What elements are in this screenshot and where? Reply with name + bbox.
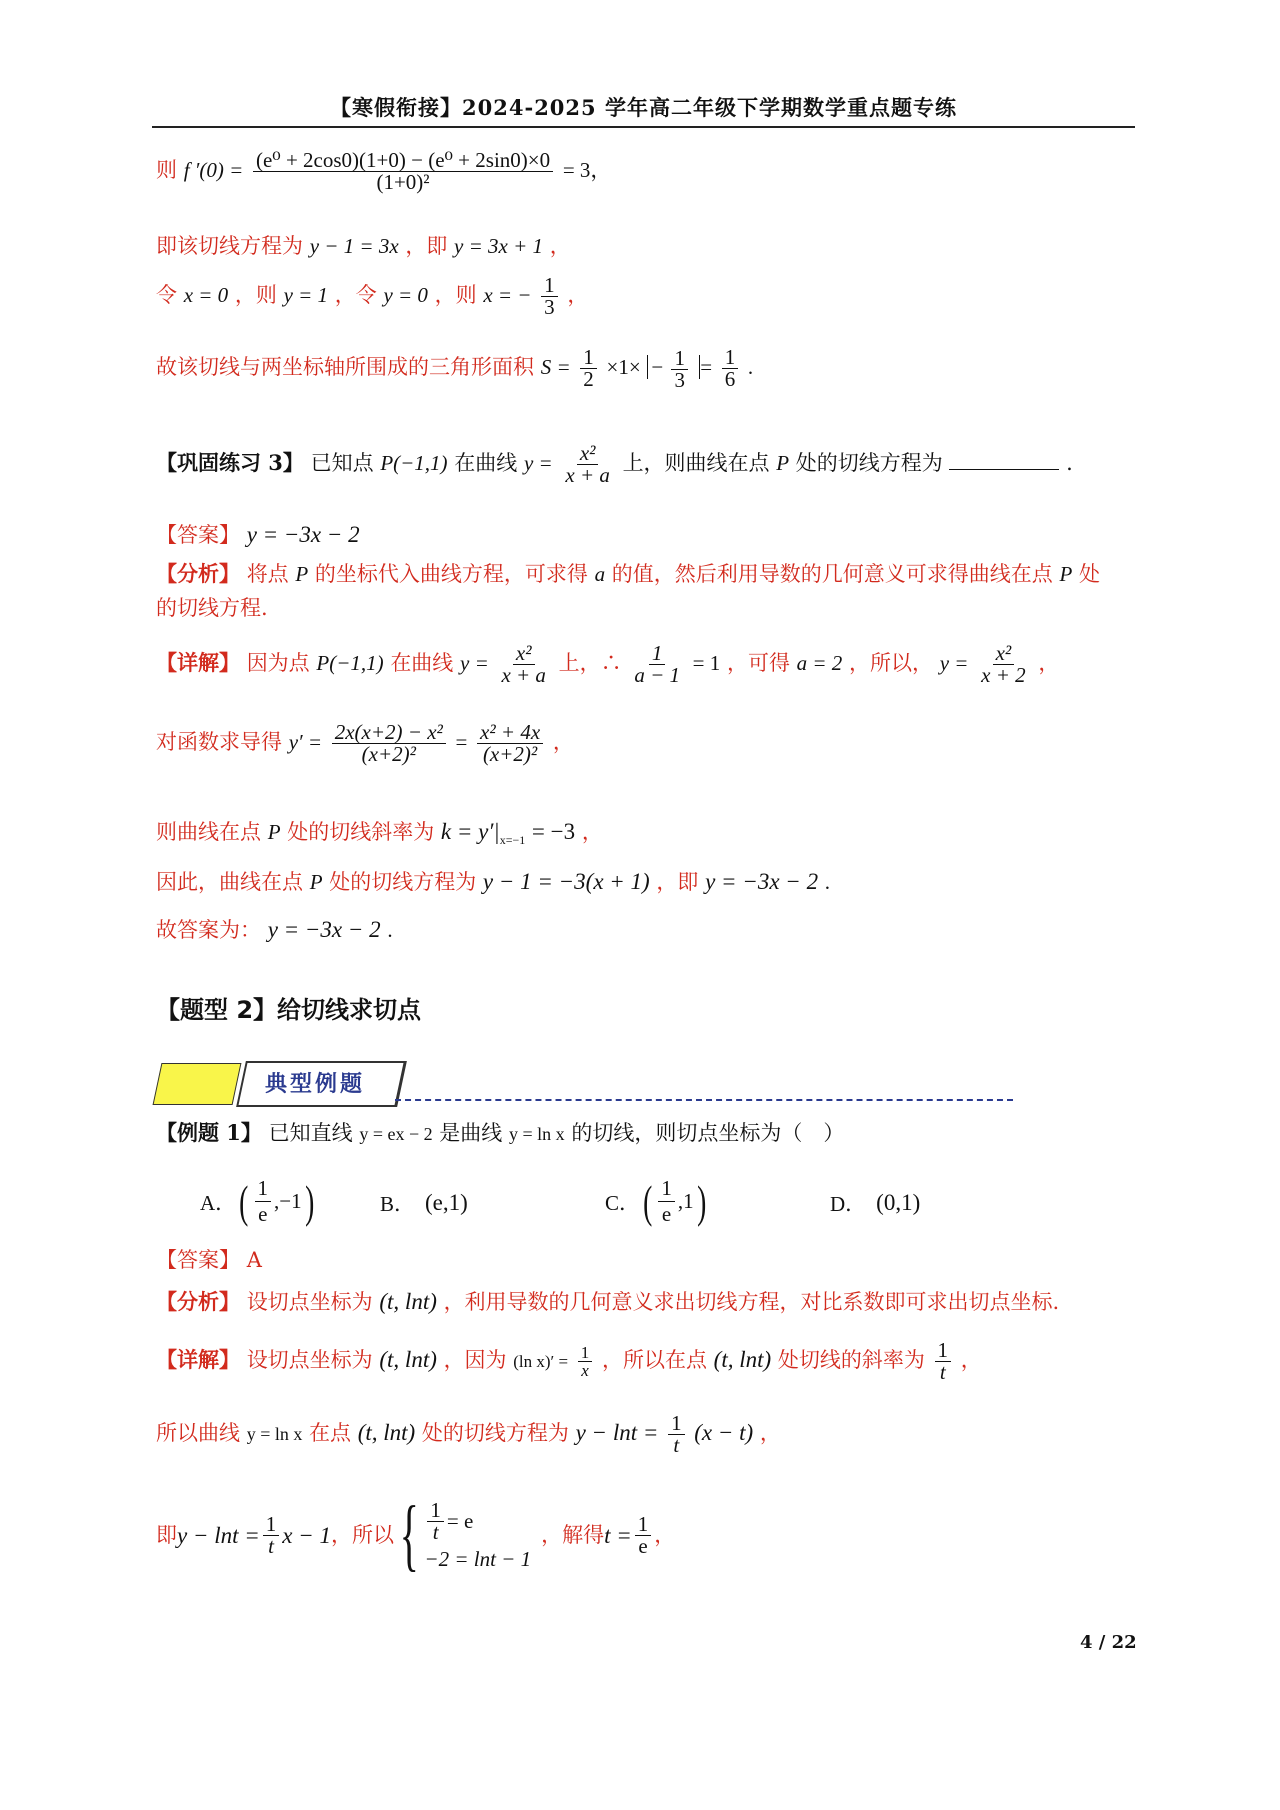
text: 处的切线方程为	[795, 451, 943, 475]
denominator: t	[432, 1520, 439, 1544]
numerator: 1	[635, 1514, 652, 1536]
denominator: e	[661, 1202, 672, 1226]
math: P	[309, 870, 323, 894]
denominator: (x+2)²	[361, 742, 416, 766]
text: 在曲线	[390, 651, 454, 675]
math: y − 1 = 3x	[309, 234, 399, 258]
math: t =	[604, 1522, 632, 1548]
fraction	[263, 1511, 280, 1558]
math: = −3	[531, 819, 576, 844]
practice-3-detail-3	[156, 820, 603, 846]
paren-close: )	[696, 1175, 706, 1227]
answer-tag: 【答案】	[156, 523, 240, 547]
text: 处的切线方程为	[421, 1421, 569, 1445]
text: ，利用导数的几何意义求出切线方程，对比系数即可求出切点坐标.	[443, 1290, 1060, 1314]
denominator: 3	[544, 295, 555, 319]
text: ，所以	[331, 1522, 395, 1547]
practice-3-analysis-cont: 的切线方程.	[156, 596, 268, 620]
example-1-detail-2	[156, 1413, 781, 1456]
math: (0,1)	[876, 1190, 921, 1215]
text: ，即	[405, 234, 448, 258]
math: (t, lnt)	[357, 1420, 416, 1445]
text: 则曲线在点	[156, 820, 261, 844]
text: ，	[759, 1421, 781, 1445]
system-row-2: −2 = lnt − 1	[424, 1547, 532, 1571]
equation-system	[424, 1500, 531, 1570]
numerator: (e⁰ + 2cos0)(1+0) − (e⁰ + 2sin0)×0	[253, 150, 553, 172]
denominator: (1+0)²	[376, 170, 430, 194]
choice-label: B．	[380, 1192, 416, 1216]
text: 设切点坐标为	[246, 1348, 373, 1372]
practice-3-analysis	[156, 563, 1100, 585]
math: P	[776, 451, 790, 475]
denominator: x + 2	[981, 663, 1026, 687]
math: P	[295, 562, 309, 586]
math: y =	[523, 451, 553, 475]
math: −	[651, 355, 664, 379]
text: 则	[156, 158, 177, 182]
denominator: e	[638, 1533, 648, 1558]
denominator: t	[268, 1533, 274, 1558]
math-lhs: f ′(0) =	[183, 158, 244, 182]
math: y = ln x	[246, 1424, 303, 1444]
numerator: x² + 4x	[477, 722, 543, 744]
math: .	[824, 870, 831, 894]
text: ，因为	[443, 1348, 507, 1372]
text: ，所以，	[849, 651, 933, 675]
example-1-detail-1	[156, 1340, 982, 1383]
fraction	[498, 643, 549, 686]
math: =	[700, 355, 713, 379]
text: 对函数求导得	[156, 730, 282, 754]
choice-label: D．	[830, 1192, 867, 1216]
denominator: e	[258, 1202, 268, 1226]
numerator: x²	[577, 443, 599, 465]
math: y = −3x − 2	[246, 522, 360, 547]
text: 的值，然后利用导数的几何意义可求得曲线在点	[611, 562, 1053, 586]
answer-blank	[949, 451, 1059, 470]
math: x − 1	[282, 1522, 332, 1548]
math-subscript: x=−1	[499, 833, 526, 848]
math: y − lnt =	[177, 1522, 260, 1548]
denominator: 3	[674, 367, 685, 392]
text: 即该切线方程为	[156, 234, 303, 258]
header-divider	[152, 126, 1135, 128]
paren-open: (	[239, 1175, 249, 1227]
numerator: 1	[935, 1340, 952, 1362]
math: y − lnt =	[575, 1420, 659, 1445]
fraction	[332, 722, 446, 765]
fraction	[580, 347, 597, 390]
text: 的坐标代入曲线方程，可求得	[314, 562, 588, 586]
text: ，	[581, 820, 603, 844]
practice-3-detail-2	[156, 722, 574, 765]
choice-label: C．	[605, 1190, 641, 1215]
text: ，解得	[541, 1522, 605, 1547]
math: ,−1	[274, 1189, 302, 1213]
math-rhs: = 3，	[562, 158, 612, 182]
fraction	[631, 643, 683, 686]
fraction	[671, 345, 688, 392]
denominator: x	[581, 1361, 589, 1380]
fraction	[978, 643, 1029, 686]
denominator: (x+2)²	[482, 742, 538, 766]
fraction	[253, 150, 553, 193]
text: 处的切线斜率为	[287, 820, 435, 844]
math: (x − t)	[694, 1420, 754, 1445]
practice-3-final-answer	[156, 918, 393, 941]
denominator: t	[673, 1433, 680, 1457]
math: .	[747, 355, 754, 379]
text: ，	[654, 1522, 676, 1547]
math: y = ln x	[508, 1124, 565, 1144]
text: ，	[567, 283, 589, 307]
text: 因此，曲线在点	[156, 870, 303, 894]
fraction	[255, 1176, 272, 1227]
text: ，所以在点	[601, 1348, 707, 1372]
denominator: 6	[724, 367, 736, 391]
fraction	[562, 443, 613, 486]
practice-3-question	[156, 443, 1073, 486]
text: ，则	[434, 283, 477, 307]
banner-dashed-line	[395, 1099, 1013, 1101]
math: y =	[939, 651, 969, 675]
choice-d[interactable]	[830, 1188, 920, 1218]
solution-line-derivative	[156, 150, 611, 193]
text: 处	[1078, 562, 1100, 586]
math: y = −3x − 2	[267, 917, 381, 942]
math: (e,1)	[425, 1190, 468, 1215]
math: .	[387, 918, 393, 942]
numerator: 1	[578, 1344, 593, 1362]
text: 设切点坐标为	[246, 1290, 373, 1314]
analysis-tag: 【分析】	[156, 1289, 240, 1314]
absolute-value	[647, 345, 700, 392]
choice-label: A．	[200, 1190, 237, 1215]
solution-line-intercepts	[156, 275, 588, 318]
numerator: 1	[658, 1176, 675, 1202]
math: y =	[460, 651, 489, 675]
text: ，即	[656, 870, 699, 894]
page-number: 4 / 22	[1080, 1632, 1137, 1653]
numerator: 1	[541, 275, 558, 297]
page-header: 【寒假衔接】2024-2025 学年高二年级下学期数学重点题专练	[330, 95, 957, 120]
brace-open: {	[399, 1491, 419, 1579]
text: .	[1066, 451, 1073, 475]
text: 处的切线方程为	[329, 870, 477, 894]
detail-tag: 【详解】	[156, 1347, 240, 1372]
math: y = 0	[383, 283, 428, 307]
section-title: 【题型 2】给切线求切点	[156, 996, 422, 1024]
practice-3-answer	[156, 523, 360, 546]
math: k = y′|	[440, 819, 500, 844]
text: 令	[156, 283, 177, 307]
math: = e	[446, 1509, 474, 1533]
text: 已知直线	[268, 1121, 353, 1145]
text: ，可得	[726, 651, 790, 675]
fraction	[578, 1344, 593, 1379]
math: = 1	[692, 651, 721, 675]
example-1-detail-3	[156, 1491, 676, 1579]
choice-c[interactable]	[605, 1176, 709, 1227]
math: y = ex − 2	[359, 1124, 433, 1144]
text: 是曲线	[439, 1121, 503, 1145]
denominator: x + a	[501, 663, 546, 687]
practice-3-detail-4	[156, 870, 830, 893]
analysis-tag: 【分析】	[156, 561, 240, 586]
math: y − 1 = −3(x + 1)	[482, 869, 650, 894]
math: P	[267, 820, 281, 844]
math: x = 0	[183, 283, 229, 307]
fraction	[477, 722, 543, 765]
fraction	[427, 1500, 444, 1543]
numerator: 1	[255, 1176, 272, 1202]
fraction	[668, 1413, 685, 1456]
paren-open: (	[643, 1175, 653, 1227]
answer-tag: 【答案】	[156, 1248, 240, 1272]
text: 在点	[309, 1421, 352, 1445]
fraction	[935, 1340, 952, 1383]
text: 处切线的斜率为	[777, 1348, 925, 1372]
numerator: x²	[993, 643, 1015, 665]
fraction	[658, 1176, 675, 1227]
denominator: 2	[583, 367, 594, 391]
text: ，	[549, 234, 571, 258]
math: ,1	[677, 1189, 694, 1213]
text: 故该切线与两坐标轴所围成的三角形面积	[156, 355, 534, 379]
text: 故答案为：	[156, 918, 261, 942]
math: (t, lnt)	[379, 1289, 437, 1314]
text: 已知点	[310, 451, 374, 475]
text: 在曲线	[454, 451, 518, 475]
example-1-analysis	[156, 1290, 1059, 1313]
numerator: 1	[427, 1500, 444, 1522]
math: P(−1,1)	[316, 651, 384, 675]
choice-a[interactable]	[200, 1176, 317, 1227]
math: y′ =	[288, 730, 323, 754]
practice-3-detail-1	[156, 643, 1059, 686]
question-tag: 【例题 1】	[156, 1120, 262, 1145]
banner-accent	[153, 1063, 242, 1105]
math: y = 3x + 1	[454, 234, 544, 258]
denominator: t	[939, 1360, 946, 1384]
numerator: 2x(x+2) − x²	[332, 722, 446, 744]
numerator: 1	[263, 1514, 280, 1536]
answer-value: A	[246, 1248, 262, 1272]
numerator: 1	[649, 643, 666, 665]
text: 即	[156, 1522, 177, 1547]
denominator: a − 1	[634, 663, 680, 687]
numerator: x²	[513, 643, 535, 665]
numerator: 1	[671, 348, 688, 370]
solution-line-area	[156, 347, 753, 391]
text: ，则	[234, 283, 277, 307]
text: 所以曲线	[156, 1421, 240, 1445]
choice-b[interactable]	[380, 1188, 468, 1218]
question-tag: 【巩固练习 3】	[156, 450, 304, 475]
fraction	[635, 1511, 652, 1558]
text: ，	[552, 730, 574, 754]
detail-tag: 【详解】	[156, 650, 240, 675]
numerator: 1	[668, 1413, 685, 1435]
text: 因为点	[246, 651, 310, 675]
math: y = −3x − 2	[705, 869, 819, 894]
example-1-answer	[156, 1250, 262, 1271]
text: ，	[1038, 651, 1060, 675]
text: 的切线，则切点坐标为（ ）	[571, 1121, 845, 1145]
math: ×1×	[606, 355, 641, 379]
math: (t, lnt)	[713, 1347, 772, 1372]
math: P(−1,1)	[380, 451, 448, 475]
numerator: 1	[722, 347, 739, 369]
numerator: 1	[580, 347, 597, 369]
text: 将点	[246, 562, 289, 586]
fraction	[541, 275, 558, 318]
text: 上，∴	[558, 651, 622, 675]
math: (t, lnt)	[379, 1347, 437, 1372]
denominator: x + a	[565, 463, 610, 487]
math: a	[594, 562, 606, 586]
example-1-question	[156, 1122, 844, 1144]
banner-label: 典型例题	[265, 1072, 366, 1097]
math: =	[455, 730, 468, 754]
text: ，令	[334, 283, 377, 307]
math: S =	[540, 355, 571, 379]
system-row-1	[424, 1500, 531, 1543]
math: (ln x)′ =	[513, 1352, 569, 1371]
math: P	[1059, 562, 1073, 586]
math: a = 2	[796, 651, 843, 675]
text: 上，则曲线在点	[622, 451, 770, 475]
paren-close: )	[304, 1175, 314, 1227]
text: ，	[960, 1348, 982, 1372]
math: x = −	[483, 283, 532, 307]
fraction	[722, 347, 739, 390]
math: y = 1	[283, 283, 329, 307]
solution-line-tangent	[156, 236, 571, 257]
